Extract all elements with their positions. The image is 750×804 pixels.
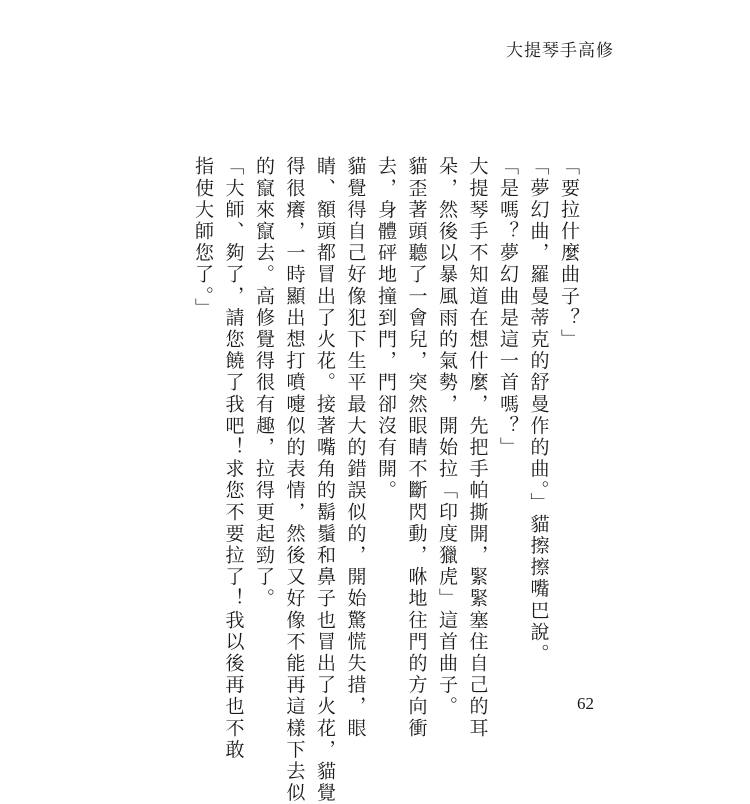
- text-line-2: 「夢幻曲，羅曼蒂克的舒曼作的曲。」貓擦擦嘴巴說。: [527, 156, 550, 665]
- text-line-7: 去，身體砰地撞到門，門卻沒有開。: [375, 156, 397, 502]
- text-line-8: 貓覺得自己好像犯下生平最大的錯誤似的，開始驚慌失措，眼: [344, 156, 367, 740]
- text-line-5: 朵，然後以暴風雨的氣勢，開始拉「印度獵虎」這首曲子。: [436, 156, 458, 718]
- running-header-title: 大提琴手高修: [506, 41, 614, 61]
- text-line-1: 「要拉什麼曲子？」: [558, 156, 580, 351]
- text-line-13: 指使大師您了。」: [192, 156, 214, 320]
- text-line-12: 「大師、夠了，請您饒了我吧！求您不要拉了！我以後再也不敢: [222, 156, 245, 761]
- vertical-text-body: [188, 156, 585, 804]
- text-line-9: 睛、額頭都冒出了火花。接著嘴角的鬍鬚和鼻子也冒出了火花，貓覺: [314, 156, 336, 804]
- text-line-11: 的竄來竄去。高修覺得很有趣，拉得更起勁了。: [253, 156, 275, 610]
- page-number: 62: [577, 694, 594, 713]
- text-line-6: 貓歪著頭聽了一會兒，突然眼睛不斷閃動，咻地往門的方向衝: [405, 156, 428, 740]
- text-line-10: 得很癢，一時顯出想打噴嚏似的表情，然後又好像不能再這樣下去似: [283, 156, 306, 804]
- text-line-4: 大提琴手不知道在想什麼，先把手帕撕開，緊緊塞住自己的耳: [466, 156, 489, 740]
- text-line-3: 「是嗎？夢幻曲是這一首嗎？」: [497, 156, 519, 459]
